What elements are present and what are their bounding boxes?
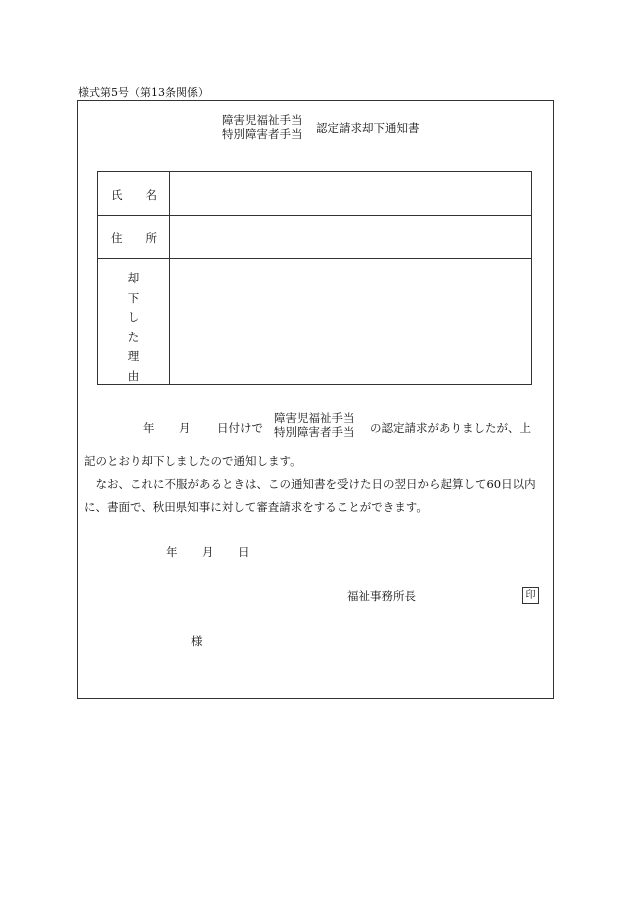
title-line-special-allowance: 特別障害者手当 — [222, 127, 303, 141]
notice-allowance-special: 特別障害者手当 — [274, 425, 355, 439]
issue-day: 日 — [238, 545, 250, 559]
notice-allowance-child: 障害児福祉手当 — [274, 411, 355, 425]
notice-dated: 日付けで — [217, 421, 263, 435]
reason-label-char: 由 — [127, 368, 140, 383]
name-field[interactable] — [170, 172, 531, 215]
notice-line-3: なお、これに不服があるときは、この通知書を受けた日の翌日から起算して60日以内 — [84, 477, 536, 491]
notice-line-2: 記のとおり却下しましたので通知します。 — [84, 454, 302, 468]
reason-label-char: 却 — [127, 271, 140, 285]
title-line-child-allowance: 障害児福祉手当 — [222, 113, 303, 127]
reason-label-char: た — [127, 329, 140, 344]
address-field[interactable] — [170, 216, 531, 258]
issue-month: 月 — [202, 545, 214, 559]
title-allowance-types — [222, 113, 303, 141]
reason-label — [98, 269, 169, 386]
notice-allowance-types — [274, 411, 355, 439]
address-label: 住 所 — [111, 231, 157, 245]
office-title: 福祉事務所長 — [347, 589, 416, 603]
addressee-honorific: 様 — [191, 634, 203, 648]
page-title: 認定請求却下通知書 — [316, 121, 420, 135]
form-number: 様式第5号（第13条関係） — [78, 86, 209, 99]
info-table — [97, 171, 532, 385]
reason-field[interactable] — [170, 259, 531, 384]
seal-mark: 印 — [522, 587, 539, 604]
notice-month: 月 — [179, 421, 191, 435]
reason-label-char: し — [127, 310, 140, 324]
reason-label-char: 下 — [127, 290, 140, 305]
notice-request-text: の認定請求がありましたが、上 — [370, 421, 531, 435]
name-label: 氏 名 — [111, 188, 157, 202]
notice-year: 年 — [143, 421, 155, 435]
notice-line-4: に、書面で、秋田県知事に対して審査請求をすることができます。 — [84, 500, 428, 514]
issue-year: 年 — [166, 545, 178, 559]
reason-label-char: 理 — [127, 349, 140, 363]
